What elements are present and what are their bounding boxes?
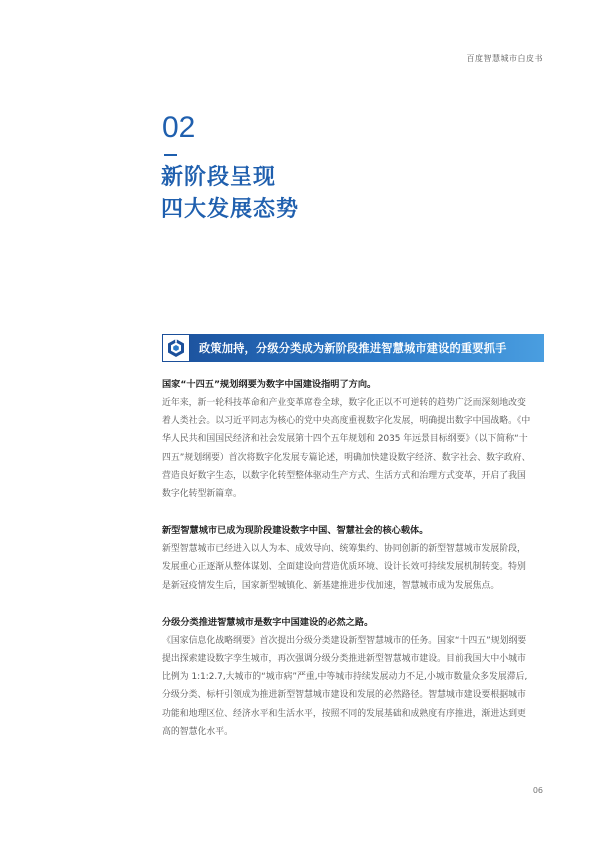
banner-title: 政策加持，分级分类成为新阶段推进智慧城市建设的重要抓手 [199, 342, 507, 355]
paragraph-line: 数字化转型新篇章。 [162, 489, 242, 500]
section-banner [162, 334, 544, 362]
paragraph-line: 高的智慧化水平。 [162, 726, 233, 737]
paragraph-line: 近年来，新一轮科技革命和产业变革席卷全球，数字化正以不可逆转的趋势广泛而深刻地改变 [162, 398, 526, 408]
chapter-title-line-2: 四大发展态势 [161, 197, 300, 222]
paragraph-line: 新型智慧城市已经进入以人为本、成效导向、统筹集约、协同创新的新型智慧城市发展阶段， [162, 544, 526, 555]
chapter-number: 02 [162, 111, 196, 144]
paragraph-line: 着人类社会。以习近平同志为核心的党中央高度重视数字化发展，明确提出数字中国战略。《中 [162, 416, 531, 427]
paragraph-line: 提出探索建设数字孪生城市，再次强调分级分类推进新型智慧城市建设。目前我国大中小城市 [162, 654, 526, 665]
paragraph-line: 是新冠疫情发生后，国家新型城镇化、新基建推进步伐加速，智慧城市成为发展焦点。 [162, 580, 500, 591]
section-2 [162, 522, 547, 595]
section-1 [162, 376, 547, 503]
paragraph-line: 分级分类、标杆引领成为推进新型智慧城市建设和发展的必然路径。智慧城市建设要根据城市 [162, 690, 526, 701]
section-heading: 分级分类推进智慧城市是数字中国建设的必然之路。 [162, 616, 374, 628]
running-header: 百度智慧城市白皮书 [466, 54, 543, 63]
section-heading: 国家“十四五”规划纲要为数字中国建设指明了方向。 [162, 379, 377, 390]
hexagon-cube-icon [162, 334, 190, 362]
paragraph-line: 华人民共和国国民经济和社会发展第十四个五年规划和 2035 年远景目标纲要》（以下简称“十 [162, 434, 528, 445]
body-content [162, 376, 547, 760]
page-number: 06 [532, 786, 543, 795]
section-3 [162, 614, 547, 741]
paragraph-line: 功能和地理区位、经济水平和生活水平，按照不同的发展基础和成熟度有序推进，渐进达到更 [162, 708, 526, 719]
paragraph-line: 发展重心正逐渐从整体谋划、全面建设向营造优质环境、设计长效可持续发展机制转变。特别 [162, 562, 526, 573]
section-paragraph [162, 632, 547, 741]
paragraph-line: 比例为 1:1:2.7,大城市的“城市病”严重,中等城市持续发展动力不足,小城市数量众多发展滞后, [162, 672, 528, 683]
chapter-divider [164, 154, 177, 156]
paragraph-line: 四五”规划纲要）首次将数字化发展专篇论述，明确加快建设数字经济、数字社会、数字政府、 [162, 452, 531, 463]
paragraph-line: 营造良好数字生态，以数字化转型整体驱动生产方式、生活方式和治理方式变革，开启了我国 [162, 470, 526, 481]
chapter-title [161, 162, 299, 226]
chapter-title-line-1: 新阶段呈现 [161, 165, 277, 190]
section-heading: 新型智慧城市已成为现阶段建设数字中国、智慧社会的核心载体。 [162, 525, 429, 537]
section-paragraph [162, 540, 547, 595]
section-paragraph [162, 394, 547, 503]
paragraph-line: 《国家信息化战略纲要》首次提出分级分类建设新型智慧城市的任务。国家“十四五”规划纲要 [162, 635, 527, 646]
